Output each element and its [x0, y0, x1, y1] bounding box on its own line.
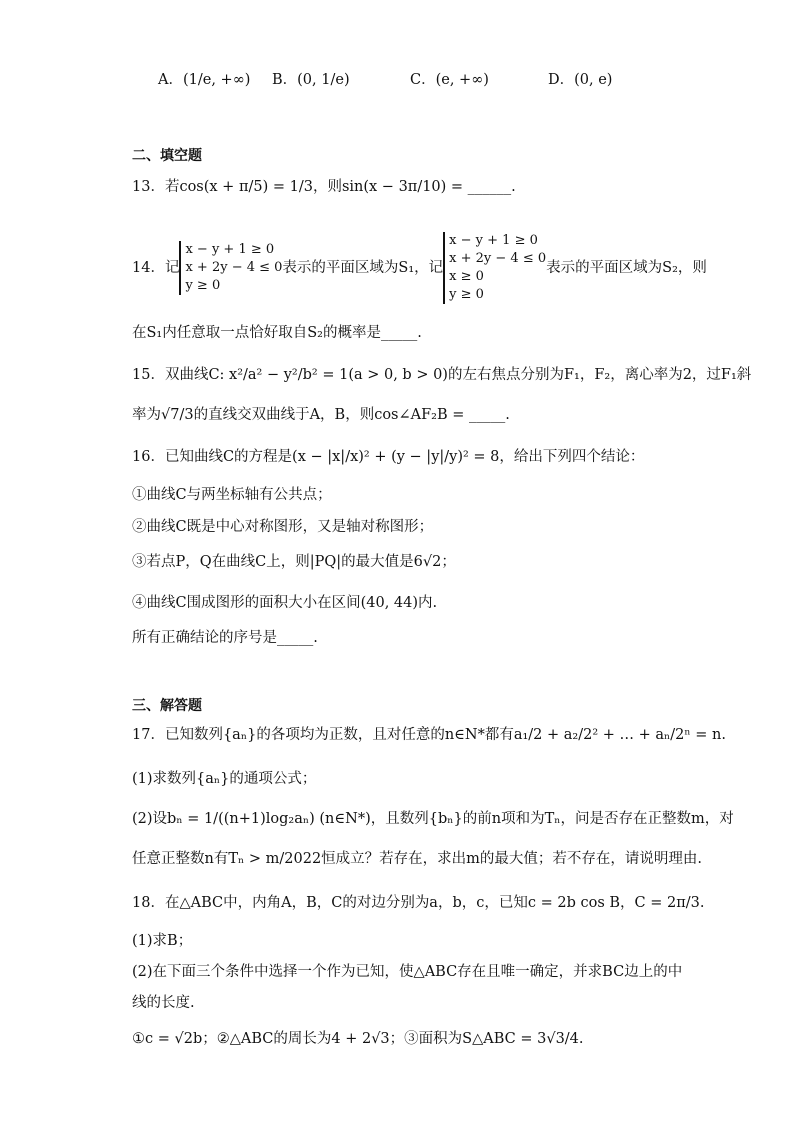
question-18-part-1: (1)求B；: [132, 933, 193, 949]
question-18-line-1: 18．在△ABC中，内角A，B，C的对边分别为a，b，c，已知c = 2b cos B，C = 2π/3.: [132, 895, 705, 911]
q14-sys1-ineq-2: x + 2y − 4 ≤ 0: [185, 260, 283, 275]
question-17-line-1: 17．已知数列{aₙ}的各项均为正数，且对任意的n∈N*都有a₁/2 + a₂/2² + … + aₙ/2ⁿ = n.: [132, 727, 726, 743]
question-17-part-1: (1)求数列{aₙ}的通项公式；: [132, 771, 317, 787]
section-fill-heading: 二、填空题: [132, 148, 202, 164]
question-14-line-1: [132, 232, 707, 304]
option-d: D．(0, e): [548, 72, 613, 88]
question-16-conclusion-4: ④曲线C围成图形的面积大小在区间(40, 44)内.: [132, 595, 438, 611]
q14-system-2: [443, 232, 546, 304]
q14-mid: 表示的平面区域为S₁，记: [282, 260, 444, 276]
question-16-conclusion-3: ③若点P，Q在曲线C上，则|PQ|的最大值是6√2；: [132, 554, 456, 570]
question-16-conclusion-2: ②曲线C既是中心对称图形，又是轴对称图形；: [132, 519, 434, 535]
q14-suffix: 表示的平面区域为S₂，则: [546, 260, 707, 276]
q14-sys1-ineq-3: y ≥ 0: [185, 278, 221, 293]
option-a: A．(1/e, +∞): [158, 72, 251, 88]
question-15-line-2: 率为√7/3的直线交双曲线于A，B，则cos∠AF₂B = _____.: [132, 407, 510, 423]
question-17-part-2b: 任意正整数n有Tₙ > m/2022恒成立？若存在，求出m的最大值；若不存在，请说明理由.: [132, 851, 703, 867]
question-16-ask: 所有正确结论的序号是_____.: [132, 630, 318, 646]
q14-sys2-ineq-3: x ≥ 0: [449, 269, 484, 284]
question-16-conclusion-1: ①曲线C与两坐标轴有公共点；: [132, 487, 332, 503]
option-c: C．(e, +∞): [410, 72, 489, 88]
question-18-conditions: ①c = √2b；②△ABC的周长为4 + 2√3；③面积为S△ABC = 3√3/4.: [132, 1031, 584, 1047]
question-17-part-2a: (2)设bₙ = 1/((n+1)log₂aₙ) (n∈N*)，且数列{bₙ}的前n项和为Tₙ，问是否存在正整数m，对: [132, 811, 734, 827]
question-18-part-2a: (2)在下面三个条件中选择一个作为已知，使△ABC存在且唯一确定，并求BC边上的中: [132, 964, 683, 980]
q14-sys2-ineq-4: y ≥ 0: [449, 287, 484, 302]
question-13: 13．若cos(x + π/5) = 1/3，则sin(x − 3π/10) = ______.: [132, 179, 516, 195]
question-16-line-1: 16．已知曲线C的方程是(x − |x|/x)² + (y − |y|/y)² = 8，给出下列四个结论：: [132, 449, 645, 465]
question-14-line-2: 在S₁内任意取一点恰好取自S₂的概率是_____.: [132, 325, 422, 341]
q14-sys1-ineq-1: x − y + 1 ≥ 0: [185, 242, 275, 257]
q14-system-1: [179, 241, 282, 295]
section-solve-heading: 三、解答题: [132, 698, 202, 714]
option-b: B．(0, 1/e): [272, 72, 350, 88]
question-18-part-2b: 线的长度.: [132, 995, 195, 1011]
q14-sys2-ineq-1: x − y + 1 ≥ 0: [449, 233, 538, 248]
q14-sys2-ineq-2: x + 2y − 4 ≤ 0: [449, 251, 547, 266]
question-15-line-1: 15．双曲线C: x²/a² − y²/b² = 1(a > 0, b > 0)的左右焦点分别为F₁，F₂，离心率为2，过F₁斜: [132, 367, 752, 383]
q14-prefix: 14．记: [132, 260, 180, 276]
